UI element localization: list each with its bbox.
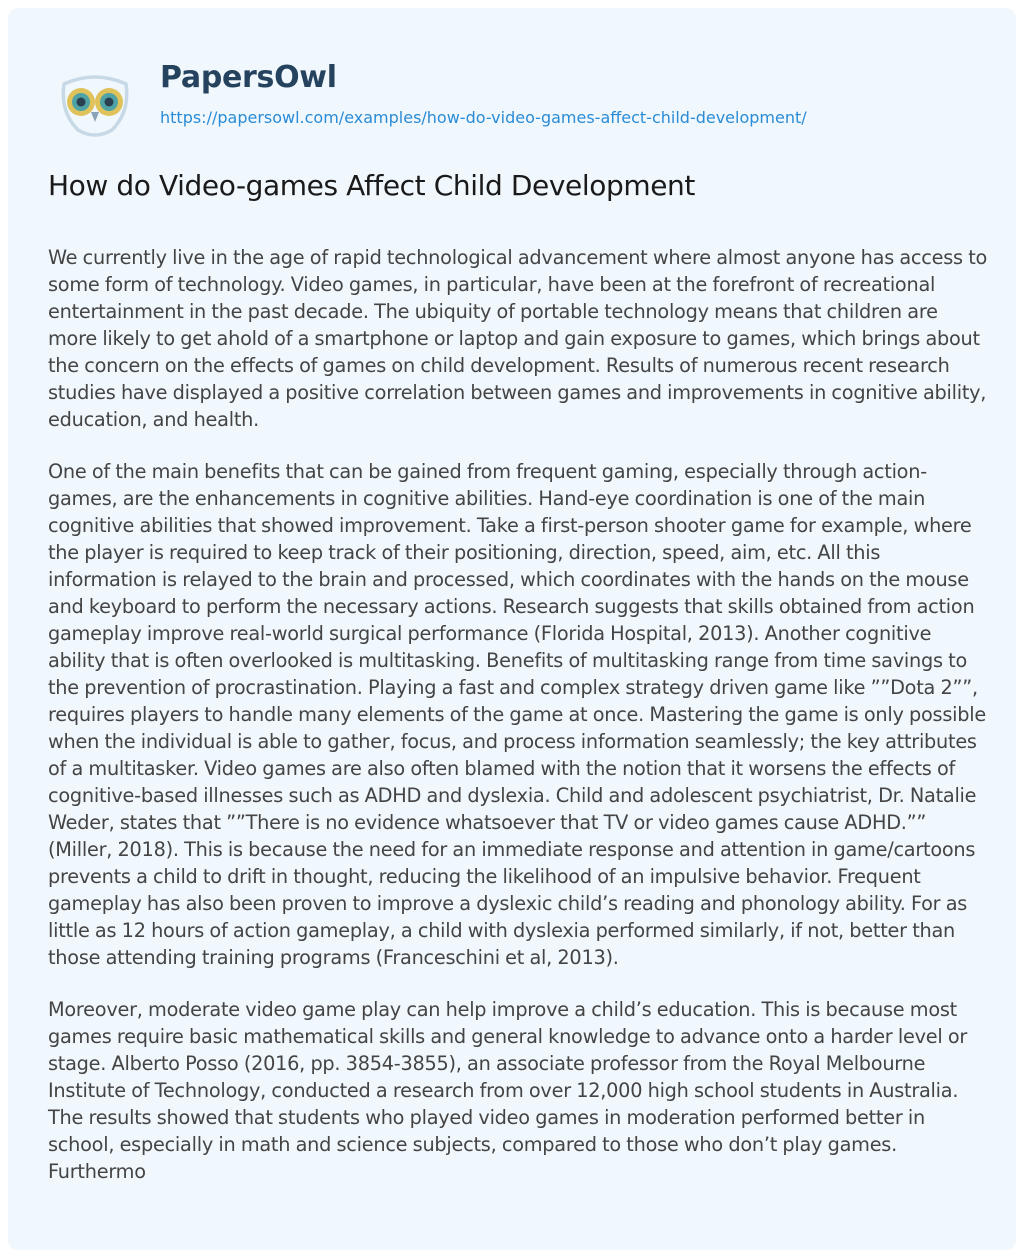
- brand-name: PapersOwl: [160, 60, 337, 95]
- source-url[interactable]: https://papersowl.com/examples/how-do-video-games-affect-child-development/: [160, 108, 807, 127]
- paragraph-2: One of the main benefits that can be gained from frequent gaming, especially through action-games, are the enhancements in cognitive abilities. Hand-eye coordination is one of the main cognitive abilities that showed improvement. Take a first-person shooter game for example, where the player is required to keep track of their positioning, direction, speed, aim, etc. All this information is relayed to the brain and processed, which coordinates with the hands on the mouse and keyboard to perform the necessary actions. Research suggests that skills obtained from action gameplay improve real-world surgical performance (Florida Hospital, 2013). Another cognitive ability that is often overlooked is multitasking. Benefits of multitasking range from time savings to the prevention of procrastination. Playing a fast and complex strategy driven game like ””Dota 2””, requires players to handle many elements of the game at once. Mastering the game is only possible when the individual is able to gather, focus, and process information seamlessly; the key attributes of a multitasker. Video games are also often blamed with the notion that it worsens the effects of cognitive-based illnesses such as ADHD and dyslexia. Child and adolescent psychiatrist, Dr. Natalie Weder, states that ””There is no evidence whatsoever that TV or video games cause ADHD.”” (Miller, 2018). This is because the need for an immediate response and attention in game/cartoons prevents a child to drift in thought, reducing the likelihood of an impulsive behavior. Frequent gameplay has also been proven to improve a dyslexic child’s reading and phonology ability. For as little as 12 hours of action gameplay, a child with dyslexia performed similarly, if not, better than those attending training programs (Franceschini et al, 2013).: [48, 460, 986, 969]
- essay-body: [48, 244, 988, 1210]
- page-title: How do Video-games Affect Child Development: [48, 169, 695, 202]
- owl-logo-icon: [54, 72, 136, 138]
- paragraph-1: We currently live in the age of rapid technological advancement where almost anyone has access to some form of technology. Video games, in particular, have been at the forefront of recreational entertainment in the past decade. The ubiquity of portable technology means that children are more likely to get ahold of a smartphone or laptop and gain exposure to games, which brings about the concern on the effects of games on child development. Results of numerous recent research studies have displayed a positive correlation between games and improvements in cognitive ability, education, and health.: [48, 246, 988, 431]
- paragraph-3: Moreover, moderate video game play can help improve a child’s education. This is because most games require basic mathematical skills and general knowledge to advance onto a harder level or stage. Alberto Posso (2016, pp. 3854-3855), an associate professor from the Royal Melbourne Institute of Technology, conducted a research from over 12,000 high school students in Australia. The results showed that students who played video games in moderation performed better in school, especially in math and science subjects, compared to those who don’t play games. Furthermo: [48, 998, 968, 1183]
- site-header: [54, 60, 974, 140]
- document-card: [8, 8, 1016, 1250]
